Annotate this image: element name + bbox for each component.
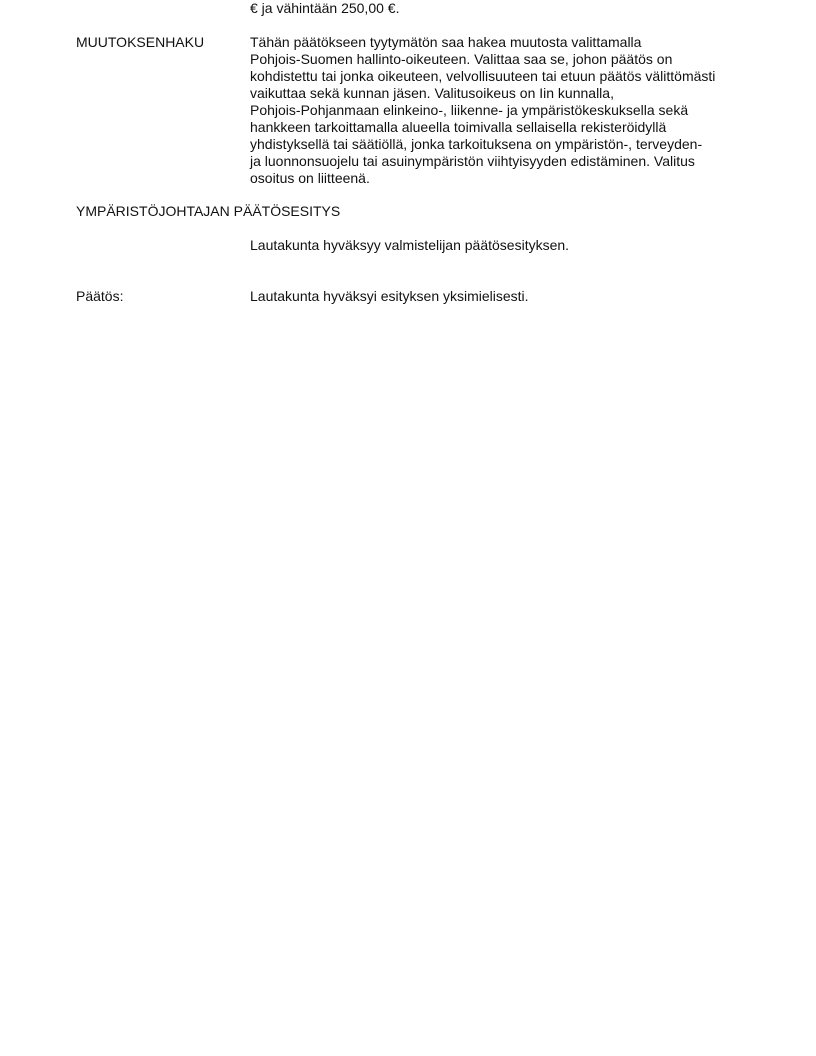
appeal-text-line: osoitus on liitteenä. (250, 170, 370, 186)
appeal-text-line: ja luonnonsuojelu tai asuinympäristön viihtyisyyden edistäminen. Valitus (250, 153, 695, 169)
appeal-text (250, 34, 750, 187)
appeal-text-line: hankkeen tarkoittamalla alueella toimivalla sellaisella rekisteröidyllä (250, 119, 667, 135)
appeal-label: MUUTOKSENHAKU (76, 34, 205, 50)
proposal-text: Lautakunta hyväksyy valmistelijan päätösesityksen. (250, 237, 570, 253)
decision-label: Päätös: (76, 288, 124, 304)
appeal-text-line: Pohjois-Suomen hallinto-oikeuteen. Valittaa saa se, johon päätös on (250, 51, 673, 67)
fee-continuation-text: € ja vähintään 250,00 €. (250, 0, 400, 16)
proposal-heading: YMPÄRISTÖJOHTAJAN PÄÄTÖSESITYS (76, 203, 341, 219)
appeal-text-line: yhdistyksellä tai säätiöllä, jonka tarkoituksena on ympäristön-, terveyden- (250, 136, 703, 152)
appeal-text-line: Pohjois-Pohjanmaan elinkeino-, liikenne- ja ympäristökeskuksella sekä (250, 102, 689, 118)
appeal-text-line: vaikuttaa sekä kunnan jäsen. Valitusoikeus on Iin kunnalla, (250, 85, 614, 101)
decision-text: Lautakunta hyväksyi esityksen yksimielisesti. (250, 288, 529, 304)
appeal-text-line: Tähän päätökseen tyytymätön saa hakea muutosta valittamalla (250, 34, 642, 50)
appeal-text-line: kohdistettu tai jonka oikeuteen, velvollisuuteen tai etuun päätös välittömästi (250, 68, 716, 84)
